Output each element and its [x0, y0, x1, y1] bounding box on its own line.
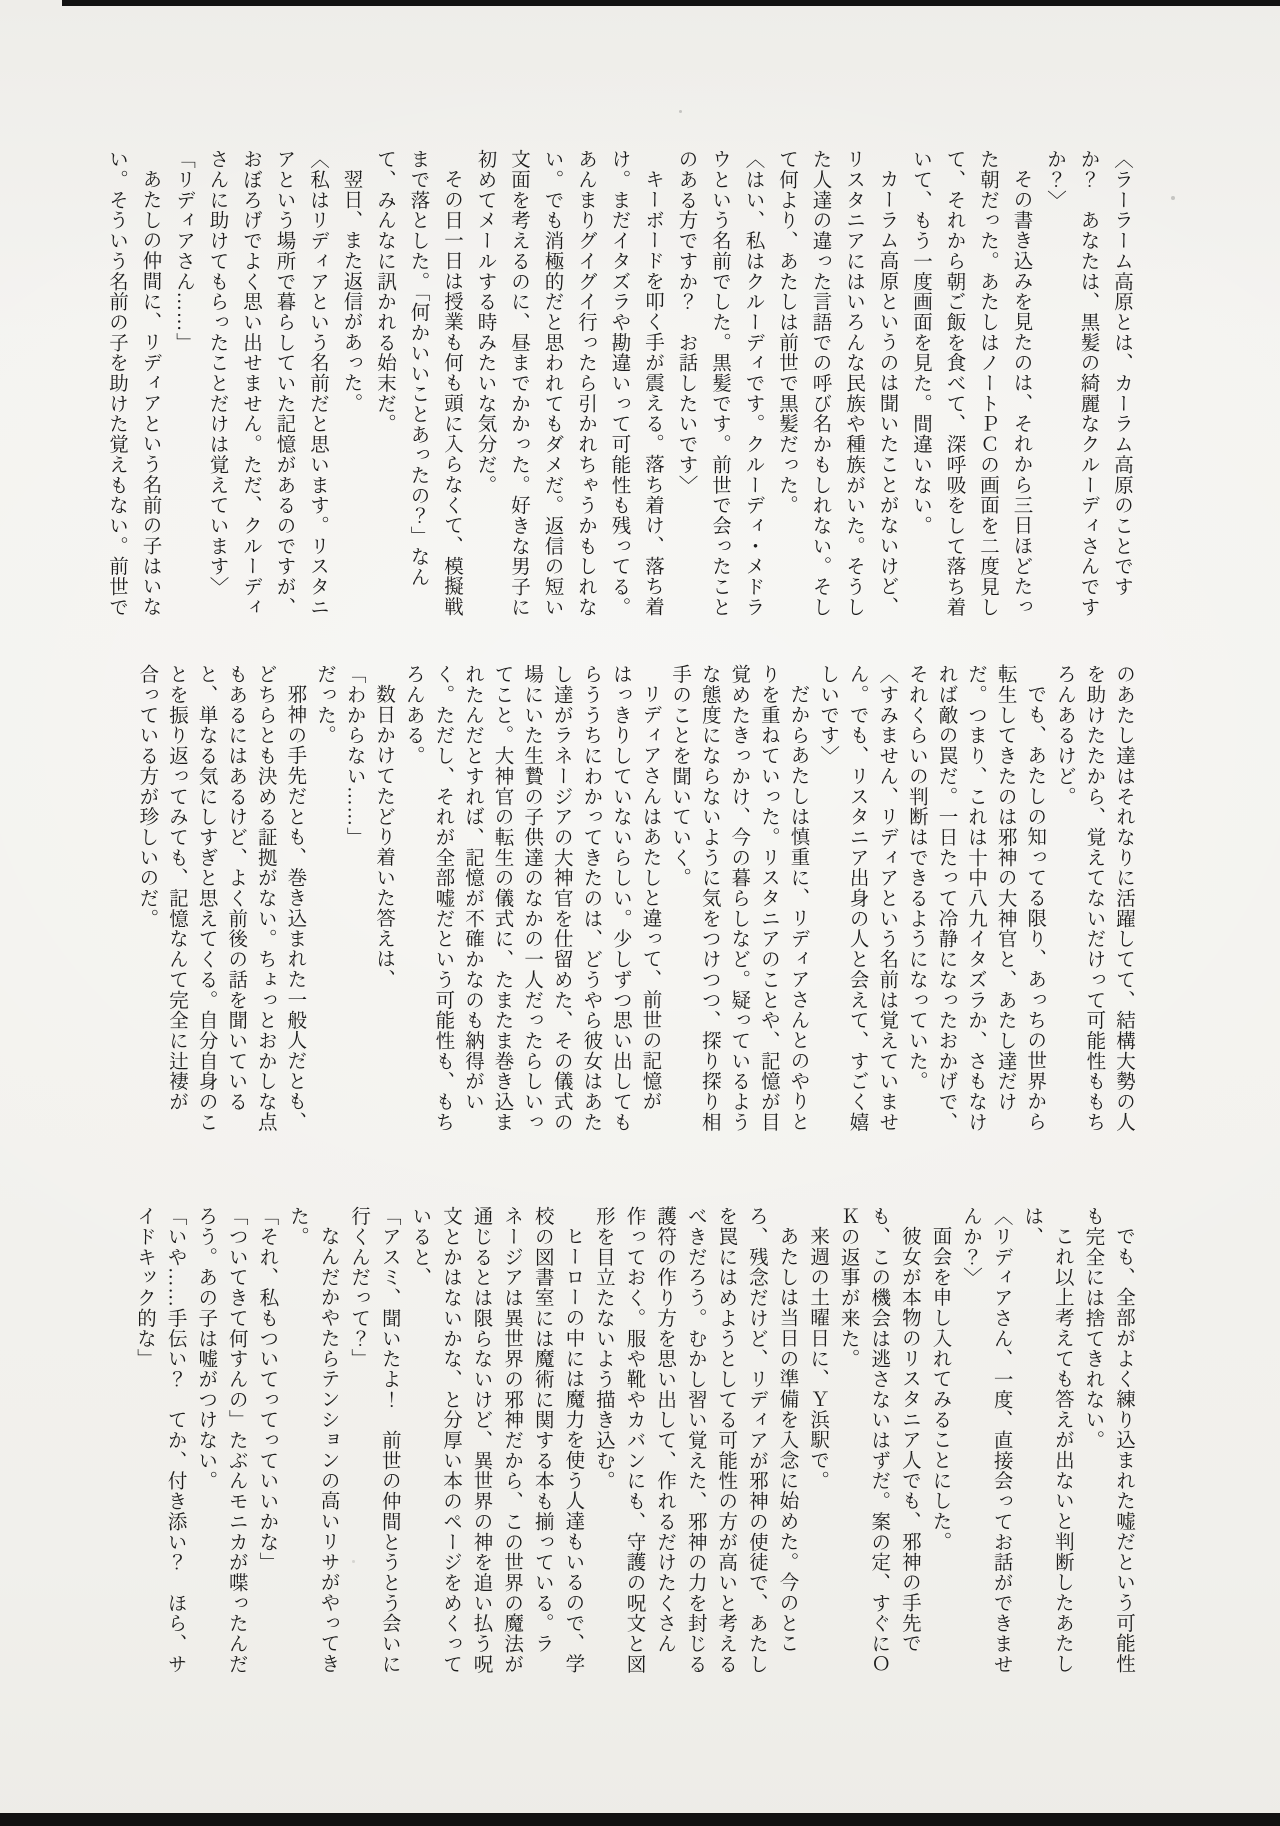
paragraph: 「いや……手伝い？ てか、付き添い？ ほら、サイドキック的な」 [134, 1206, 186, 1675]
paragraph: これ以上考えても答えが出ないと判断したあたしは、 [1021, 1206, 1073, 1674]
scan-artifact-top-bar [62, 0, 1280, 6]
paragraph: 「リディアさん……」 [173, 149, 194, 353]
paragraph: 翌日、また返信があった。 [340, 168, 362, 413]
paragraph: のあたし達はそれなりに活躍してて、結構大勢の人を助けたたから、覚えてないだけって可能性ももちろんあるけど。 [1053, 664, 1134, 1133]
paragraph: 彼女が本物のリスタニア人でも、邪神の手先でも、この機会は逃さないはずだ。案の定、すぐにＯＫの返事が来た。 [837, 1206, 920, 1675]
paragraph: でも、あたしの知ってる限り、あっちの世界から転生してきたのは邪神の大神官と、あたし達だけだ。つまり、これは十中八九イタズラか、さもなければ敵の罠だ。一日たって冷静になったおかげで、それくらいの判断はできるようになっていた。 [905, 664, 1046, 1133]
text-band-middle [132, 664, 1138, 1142]
scan-speck [1171, 196, 1175, 200]
paragraph: その日一日は授業も何も頭に入らなくて、模擬戦まで落とした。「何かいいことあったの？」なんて、みんなに訊かれる始末だ。 [374, 149, 462, 617]
scan-speck [352, 1560, 355, 1563]
paragraph: なんだかやたらテンションの高いリサがやってきた。 [286, 1206, 339, 1674]
scan-artifact-bottom-bar [0, 1813, 1280, 1826]
text-band-bottom [128, 1206, 1138, 1684]
paragraph: ヒーローの中には魔力を使う人達もいるので、学校の図書室には魔術に関する本も揃っている。ラネージアは異世界の邪神だから、この世界の魔法が通じるとは限らないけど、異世界の神を追い払う呪文とかはないかな、と分厚い本のページをめくっていると、 [409, 1206, 584, 1675]
paragraph: 数日かけてたどり着いた答えは、 [373, 683, 395, 989]
paragraph: 面会を申し入れてみることにした。 [929, 1225, 951, 1552]
paragraph: その書き込みを見たのは、それから三日ほどたった朝だった。あたしはノートＰＣの画面を二度見して、それから朝ご飯を食べて、深呼吸をして落ち着いて、もう一度画面を見た。間違いない。 [910, 149, 1032, 618]
paragraph: 「ついてきて何すんの」たぶんモニカが喋ったんだろう。あの子は嘘がつけない。 [195, 1206, 247, 1675]
paragraph: あたしの仲間に、リディアという名前の子はいない。そういう名前の子を助けた覚えもない。前世で [106, 149, 161, 618]
paragraph: 「わからない……」 [343, 664, 365, 848]
paragraph: リディアさんはあたしと違って、前世の記憶がはっきりしていないらしい。少しずつ思い出してもらううちにわかってきたのは、どうやら彼女はあたし達がラネージアの大神官を仕留めた、その儀式の場にいた生贄の子供達のなかの一人だったらしいってこと。大神官の転生の儀式に、たまたま巻き込まれたんだとすれば、記憶が不確かなのも納得がいく。ただし、それが全部嘘だという可能性も、もちろんある。 [402, 664, 661, 1133]
scan-speck [679, 110, 682, 113]
paragraph: あたしは当日の準備を入念に始めた。今のところ、残念だけど、リディアが邪神の使徒で、あたしを罠にはめようとしてる可能性の方が高いと考えるべきだろう。むかし習い覚えた、邪神の力を封じる護符の作り方を思い出して、作れるだけたくさん作っておく。服や靴やカバンにも、守護の呪文と図形を目立たないよう描き込む。 [592, 1206, 798, 1675]
paragraph: 〈すみません、リディアという名前は覚えていません。でも、リスタニア出身の人と会えて、すごく嬉しいです〉 [817, 664, 898, 1133]
paragraph: 〈ラーラーム高原とは、カーラム高原のことですか？ あなたは、黒髪の綺麗なクルーディさんですか？〉 [1044, 149, 1132, 618]
paragraph: 〈リディアさん、一度、直接会ってお話ができませんか？〉 [960, 1206, 1012, 1675]
paragraph: カーラム高原というのは聞いたことがないけど、リスタニアにはいろんな民族や種族がいた。そうした人達の違った言語での呼び名かもしれない。そして何より、あたしは前世で黒髪だった。 [776, 149, 898, 618]
paragraph: でも、全部がよく練り込まれた嘘だという可能性も完全には捨てきれない。 [1082, 1206, 1134, 1674]
paragraph: 「アスミ、聞いたよ！ 前世の仲間とうとう会いに行くんだって？」 [348, 1206, 400, 1675]
text-band-top [100, 149, 1139, 625]
paragraph: 「それ、私もついてってっていいかな」 [256, 1206, 278, 1573]
paragraph: 〈私はリディアという名前だと思います。リスタニアという場所で暮らしていた記憶があるのですが、おぼろげでよく思い出せません。ただ、クルーディさんに助けてもらったことだけは覚えています〉 [206, 149, 328, 618]
paragraph: 邪神の手先だとも、巻き込まれた一般人だとも、どちらとも決める証拠がない。ちょっとおかしな点もあるにはあるけど、よく前後の話を聞いていると、単なる気にしすぎと思えてくる。自分自身のことを振り返ってみても、記憶なんて完全に辻褄が合っている方が珍しいのだ。 [136, 664, 306, 1133]
paragraph: 〈はい、私はクルーディです。クルーディ・メドラウという名前でした。黒髪です。前世で会ったことのある方ですか？ お話したいです〉 [675, 149, 764, 618]
paragraph: だった。 [313, 664, 335, 746]
paragraph: キーボードを叩く手が震える。落ち着け、落ち着け。まだイタズラや勘違いって可能性も残ってる。あんまりグイグイ行ったら引かれちゃうかもしれない。でも消極的だと思われてもダメだ。返信の短い文面を考えるのに、昼までかかった。好きな男子に初めてメールする時みたいな気分だ。 [474, 149, 663, 618]
paragraph: だからあたしは慎重に、リディアさんとのやりとりを重ねていった。リスタニアのことや、記憶が目覚めたきっかけ、今の暮らしなど。疑っているような態度にならないように気をつけつつ、探り探り相手のことを聞いていく。 [669, 664, 809, 1133]
paragraph: 来週の土曜日に、Ｙ浜駅で。 [807, 1225, 829, 1491]
